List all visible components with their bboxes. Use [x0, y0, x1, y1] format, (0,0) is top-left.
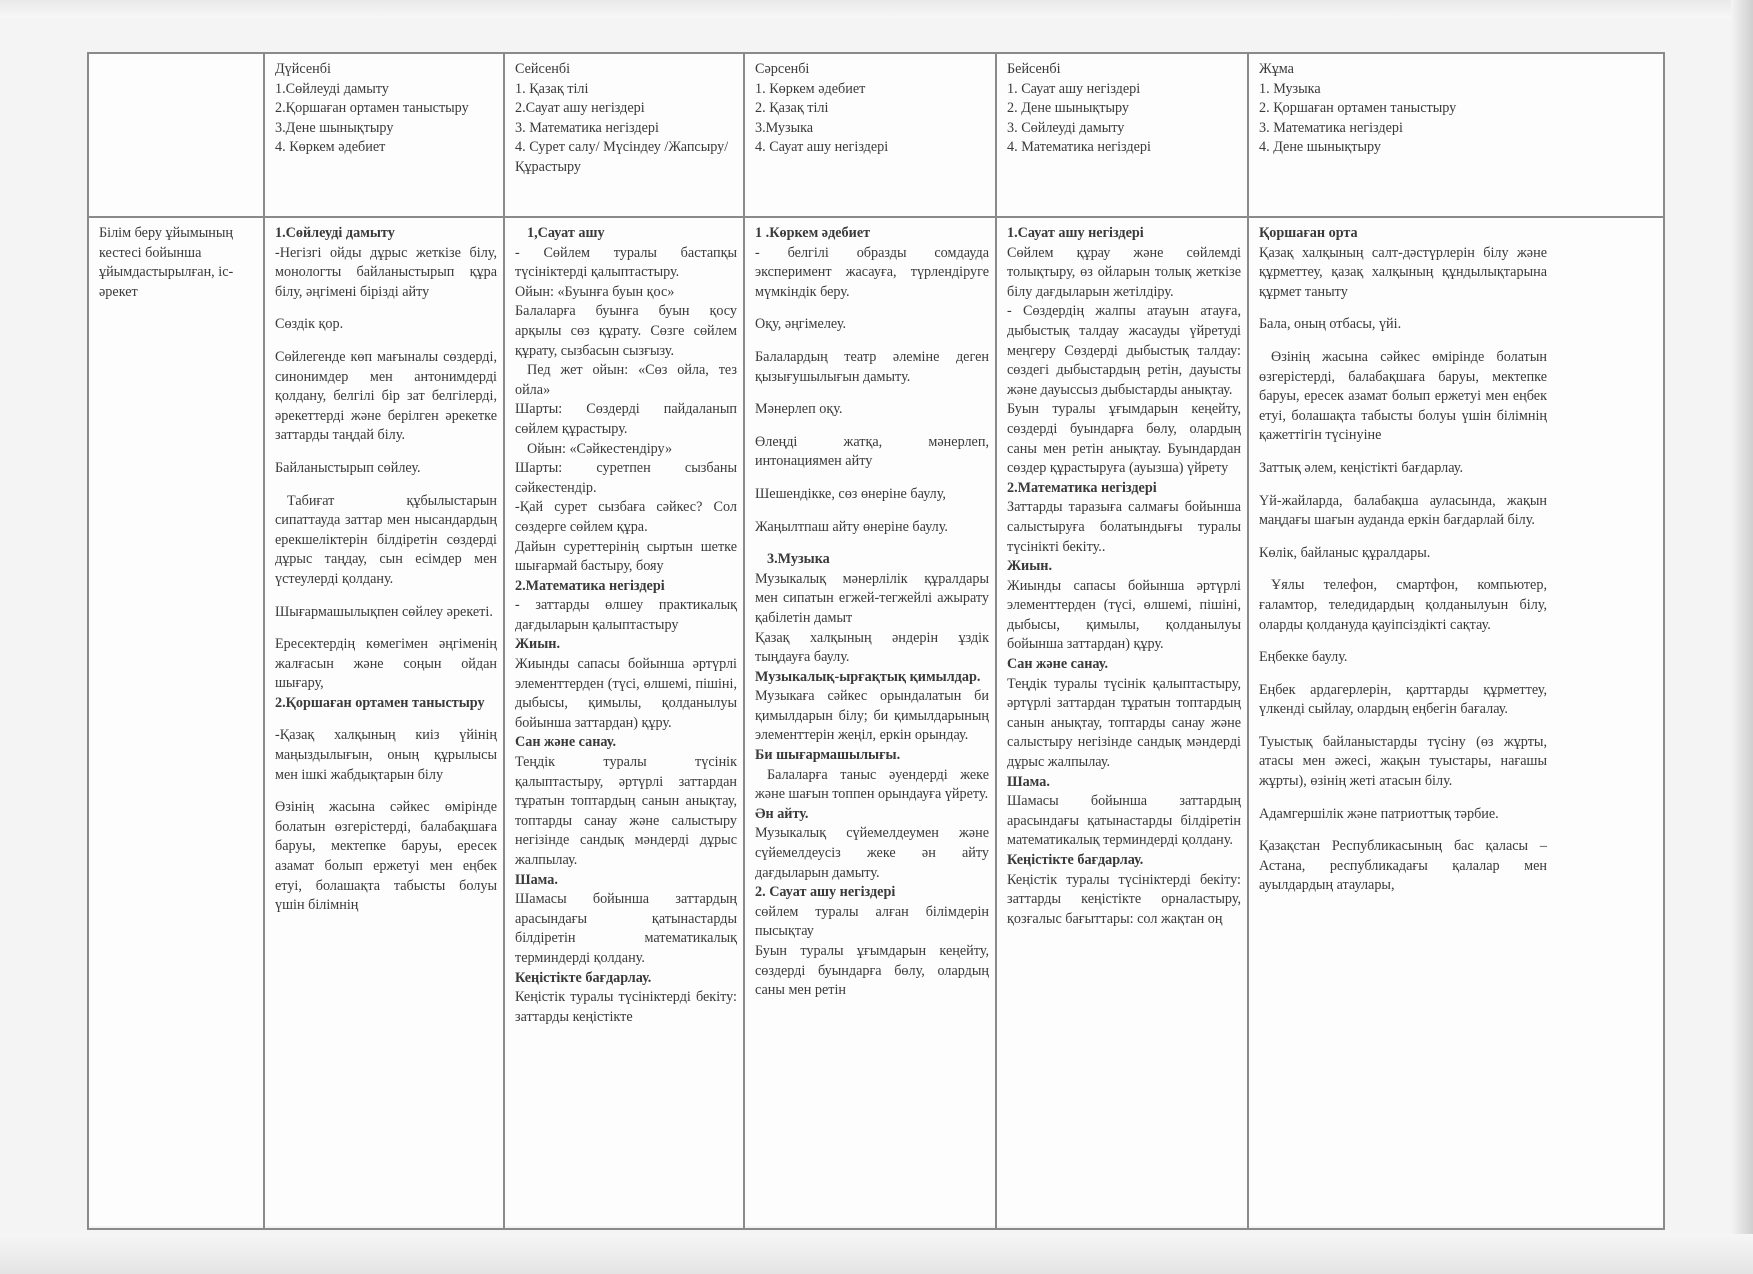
subject-item: 3. Математика негіздері: [1259, 119, 1403, 136]
header-wednesday: [744, 53, 996, 217]
paragraph: Еңбекке баулу.: [1259, 649, 1348, 666]
paragraph: Музыкалық мәнерлілік құралдары мен сипатын егжей-тегжейлі ажырату қабілетін дамыт: [755, 570, 989, 626]
paragraph: Мәнерлеп оқу.: [755, 401, 843, 418]
day-name: Жұма: [1259, 61, 1294, 77]
subject-item: 1. Көркем әдебиет: [755, 80, 866, 97]
paragraph: Шамасы бойынша заттардың арасындағы қатынастарды білдіретін математикалық терминдерді қолдану.: [1007, 793, 1241, 849]
paragraph: Шарты: суретпен сызбаны сәйкестендір.: [515, 460, 737, 496]
subsection-heading: Музыкалық-ырғақтық қимылдар.: [755, 668, 981, 685]
paragraph: Оқу, әңгімелеу.: [755, 316, 847, 333]
section-heading: 2.Қоршаған ортамен таныстыру: [275, 694, 485, 711]
subject-item: 2.Сауат ашу негіздері: [515, 100, 645, 117]
subsection-heading: Сан және санау.: [1007, 656, 1108, 673]
paragraph: -Негізгі ойды дұрыс жеткізе білу, монологты байланыстырып құра білу, әңгімені бірізді айту: [275, 244, 497, 300]
section-heading: 1,Сауат ашу: [527, 225, 605, 241]
subject-item: 1. Қазақ тілі: [515, 80, 589, 97]
subject-item: 2. Қазақ тілі: [755, 100, 829, 117]
paragraph: Ойын: «Сәйкестендіру»: [527, 440, 673, 457]
paragraph: Шарты: Сөздерді пайдаланып сөйлем құрастыру.: [515, 401, 737, 437]
paragraph: Үй-жайларда, балабақша ауласында, жақын маңдағы шағын аудандa еркін бағдарлай білу.: [1259, 492, 1547, 529]
subsection-heading: Шама.: [515, 871, 558, 888]
day-name: Дүйсенбі: [275, 61, 331, 77]
header-thursday: [996, 53, 1248, 217]
section-heading: 1 .Көркем әдебиет: [755, 225, 871, 241]
subject-item: 1.Сөйлеуді дамыту: [275, 80, 389, 97]
subject-item: 4. Сурет салу/ Мүсіндеу /Жапсыру/Құрастыру: [515, 139, 729, 175]
paragraph: Заттық әлем, кеңістікті бағдарлау.: [1259, 459, 1463, 476]
paragraph: Еңбек ардагерлерін, қарттарды құрметтеу, үлкенді сыйлау, олардың еңбегін бағалау.: [1259, 681, 1547, 718]
paragraph: Теңдік туралы түсінік қалыптастыру, әртүрлі заттардан тұратын топтардың санын анықтау, топтарды санау және салыстыру негізінде сандық мәндерді дұрыс жалпылау.: [1007, 675, 1241, 771]
subsection-heading: Кеңістікте бағдарлау.: [1007, 852, 1144, 868]
paragraph: Өлеңді жатқа, мәнерлеп, интонациямен айту: [755, 433, 989, 470]
subject-item: 2.Қоршаған ортамен таныстыру: [275, 100, 469, 117]
wednesday-cell: [744, 217, 996, 1229]
paragraph: Жиынды сапасы бойынша әртүрлі элементтерден (түсі, өлшемі, пішіні, дыбысы, қимылы, қолданылуы бойынша заттардан) құру.: [515, 656, 737, 731]
paragraph: Музыкалық сүйемелдеумен және сүйемелдеусіз жеке ән айту дағдыларын дамыту.: [755, 825, 989, 881]
subject-item: 1. Музыка: [1259, 80, 1321, 97]
paragraph: Сөйлегенде көп мағыналы сөздерді, синонимдер мен антонимдерді қолдану, белгілі бір зат белгілерді, әрекеттерді және берілген әрекетке заттарды таңдай білу.: [275, 348, 497, 444]
scan-edge-top: [0, 0, 1753, 18]
subsection-heading: Жиын.: [515, 636, 561, 653]
paragraph: Дайын суреттерінің сыртын шетке шығармай бастыру, бояу: [515, 538, 737, 575]
paragraph: Буын туралы ұғымдарын кеңейту, сөздерді буындарға бөлу, олардың саны мен ретін анықтау. Буындардан сөздер құрастыруға (ауызша) үйрету: [1007, 401, 1241, 477]
subject-item: 3. Сөйлеуді дамыту: [1007, 119, 1125, 136]
subject-item: 4. Математика негіздері: [1007, 139, 1151, 156]
paragraph: Пед жет ойын: «Сөз ойла, тез ойла»: [515, 362, 737, 398]
paragraph: Сөздік қор.: [275, 316, 344, 333]
paragraph: Ойын: «Буынға буын қос»: [515, 283, 675, 300]
paragraph: Шамасы бойынша заттардың арасындағы қатынастарды білдіретін математикалық терминдерді қолдану.: [515, 891, 737, 966]
section-heading: 2.Математика негіздері: [1007, 479, 1157, 496]
weekly-plan-table: [87, 52, 1665, 1230]
subsection-heading: Жиын.: [1007, 558, 1053, 575]
paragraph: -Қазақ халқының киіз үйінің маңыздылығын, оның құрылысы мен ішкі жабдықтарын білу: [275, 727, 497, 783]
subject-item: 2. Дене шынықтыру: [1007, 100, 1129, 117]
subsection-heading: Кеңістікте бағдарлау.: [515, 969, 652, 986]
paragraph: Буын туралы ұғымдарын кеңейту, сөздерді буындарға бөлу, олардың саны мен ретін: [755, 943, 989, 999]
paragraph: Туыстық байланыстарды түсіну (өз жұрты, атасы мен әжесі, жақын туыстары, нағашы жұрты), өзінің жеті атасын білу.: [1259, 733, 1547, 790]
day-name: Сәрсенбі: [755, 61, 810, 77]
paragraph: Кеңістік туралы түсініктерді бекіту: заттарды кеңістікте орналастыру, қозғалыс бағыттары: сол жақтан оң: [1007, 871, 1241, 927]
paragraph: Бала, оның отбасы, үйі.: [1259, 316, 1402, 333]
subject-item: 4. Сауат ашу негіздері: [755, 139, 889, 156]
paragraph: Қазақ халқының салт-дәстүрлерін білу және құрметтеу, қазақ халқының құндылықтарына құрмет таныту: [1259, 244, 1547, 300]
paragraph: Қазақ халқының әндерін ұздік тыңдауға баулу.: [755, 629, 989, 666]
paragraph: Теңдік туралы түсінік қалыптастыру, әртүрлі заттардан тұратын топтардың санын анықтау, топтарды санау және салыстыру негізінде сандық мәндерді дұрыс жалпылау.: [515, 754, 737, 868]
friday-cell: [1248, 217, 1664, 1229]
paragraph: - заттарды өлшеу практикалық дағдыларын қалыптастыру: [515, 597, 737, 633]
paragraph: Шығармашылықпен сөйлеу әрекеті.: [275, 603, 493, 620]
paragraph: Ұялы телефон, смартфон, компьютер, ғаламтор, теледидардың қолданылуын білу, оларды қолдануда қауіпсіздікті сақтау.: [1259, 577, 1547, 633]
paragraph: - Сөздердің жалпы атауын атауға, дыбыстық талдау жасауды үйретуді меңгеру Сөздерді дыбыстық талдау: сөздегі дыбыстардың ретін, дауысты және дауыссыз дыбыстарды анықтау.: [1007, 303, 1241, 398]
paragraph: Жаңылтпаш айту өнеріне баулу.: [755, 518, 948, 535]
section-heading: 3.Музыка: [767, 551, 830, 568]
paragraph: Өзінің жасына сәйкес өмірінде болатын өзгерістерді, балабақшаға баруы, мектепке баруы, ересек азамат болып ержетуі мен еңбек етуі, болашақта табысты болуы үшін білімнің қажеттігін түсінуіне: [1259, 348, 1547, 444]
paragraph: Балаларға таныс әуендерді жеке және шағын топпен орындауға үйрету.: [755, 766, 989, 803]
row-label: Білім беру ұйымының кестесі бойынша ұйымдастырылған, іс-әрекет: [99, 225, 234, 300]
section-heading: Қоршаған орта: [1259, 225, 1358, 241]
activities-row: [88, 217, 1664, 1229]
scan-edge-bottom: [0, 1234, 1753, 1274]
section-heading: 2.Математика негіздері: [515, 577, 665, 594]
scan-edge-right: [1731, 0, 1753, 1274]
paragraph: Байланыстырып сөйлеу.: [275, 459, 421, 476]
section-heading: 1.Сөйлеуді дамыту: [275, 225, 395, 241]
thursday-cell: [996, 217, 1248, 1229]
header-friday: [1248, 53, 1664, 217]
paragraph: Қазақстан Республикасының бас қаласы – Астана, республикадағы қалалар мен ауылдардың атаулары,: [1259, 838, 1547, 894]
document-page: [87, 52, 1663, 1226]
subsection-heading: Би шығармашылығы.: [755, 747, 901, 764]
subject-item: 3.Музыка: [755, 119, 814, 136]
paragraph: Сөйлем құрау және сөйлемді толықтыру, өз ойларын толық жеткізе білу дағдыларын жетілдіру.: [1007, 244, 1241, 300]
day-name: Бейсенбі: [1007, 61, 1061, 77]
subject-item: 4. Дене шынықтыру: [1259, 139, 1381, 156]
paragraph: Табиғат құбылыстарын сипаттауда заттар мен нысандардың ерекшеліктерін білдіретін сөздерді дұрыс таңдау, сын есімдер мен үстеулерді қолдану.: [275, 492, 497, 587]
header-empty-cell: [88, 53, 264, 217]
tuesday-cell: [504, 217, 744, 1229]
paragraph: сөйлем туралы алған білімдерін пысықтау: [755, 903, 989, 940]
paragraph: Шешендікке, сөз өнеріне баулу,: [755, 485, 946, 502]
header-tuesday: [504, 53, 744, 217]
header-monday: [264, 53, 504, 217]
section-heading: 1.Сауат ашу негіздері: [1007, 225, 1144, 241]
header-row: [88, 53, 1664, 217]
subject-item: 3.Дене шынықтыру: [275, 119, 394, 136]
paragraph: - белгілі образды сомдауда эксперимент жасауға, түрлендіруге мүмкіндік беру.: [755, 244, 989, 300]
paragraph: -Қай сурет сызбаға сәйкес? Сол сөздерге сөйлем құра.: [515, 499, 737, 535]
subject-item: 1. Сауат ашу негіздері: [1007, 80, 1141, 97]
paragraph: - Сөйлем туралы бастапқы түсініктерді қалыптастыру.: [515, 244, 737, 281]
subsection-heading: Шама.: [1007, 773, 1050, 790]
paragraph: Балаларға буынға буын қосу арқылы сөз құрату. Сөзге сөйлем құрату, сызбасын сызғызу.: [515, 303, 737, 359]
monday-cell: [264, 217, 504, 1229]
subject-item: 3. Математика негіздері: [515, 119, 659, 136]
section-heading: 2. Сауат ашу негіздері: [755, 884, 896, 901]
row-label-cell: [88, 217, 264, 1229]
paragraph: Балалардың театр әлеміне деген қызығушылығын дамыту.: [755, 348, 989, 385]
subsection-heading: Сан және санау.: [515, 734, 616, 751]
paragraph: Көлік, байланыс құралдары.: [1259, 544, 1431, 561]
paragraph: Заттарды таразыға салмағы бойынша салыстыруға болатындығы туралы түсінікті бекіту..: [1007, 499, 1241, 555]
paragraph: Музыкаға сәйкес орындалатын би қимылдарын білу; би қимылдарының элементтерін жеңіл, еркін орындау.: [755, 688, 989, 744]
paragraph: Ересектердің көмегімен әңгіменің жалғасын және соңын ойдан шығару,: [275, 636, 497, 692]
subsection-heading: Ән айту.: [755, 805, 809, 822]
day-name: Сейсенбі: [515, 61, 571, 77]
subject-item: 2. Қоршаған ортамен таныстыру: [1259, 100, 1457, 117]
paragraph: Өзінің жасына сәйкес өмірінде болатын өзгерістерді, балабақшаға баруы, мектепке баруы, ересек азамат болып ержетуі мен еңбек етуі, болашақта табысты болуы үшін білімнің: [275, 799, 497, 914]
paragraph: Адамгершілік және патриоттық тәрбие.: [1259, 805, 1499, 822]
paragraph: Жиынды сапасы бойынша әртүрлі элементтерден (түсі, өлшемі, пішіні, дыбысы, қимылы, қолданылуы бойынша заттардан) құру.: [1007, 577, 1241, 653]
paragraph: Кеңістік туралы түсініктерді бекіту: заттарды кеңістікте: [515, 989, 737, 1025]
subject-item: 4. Көркем әдебиет: [275, 139, 386, 156]
